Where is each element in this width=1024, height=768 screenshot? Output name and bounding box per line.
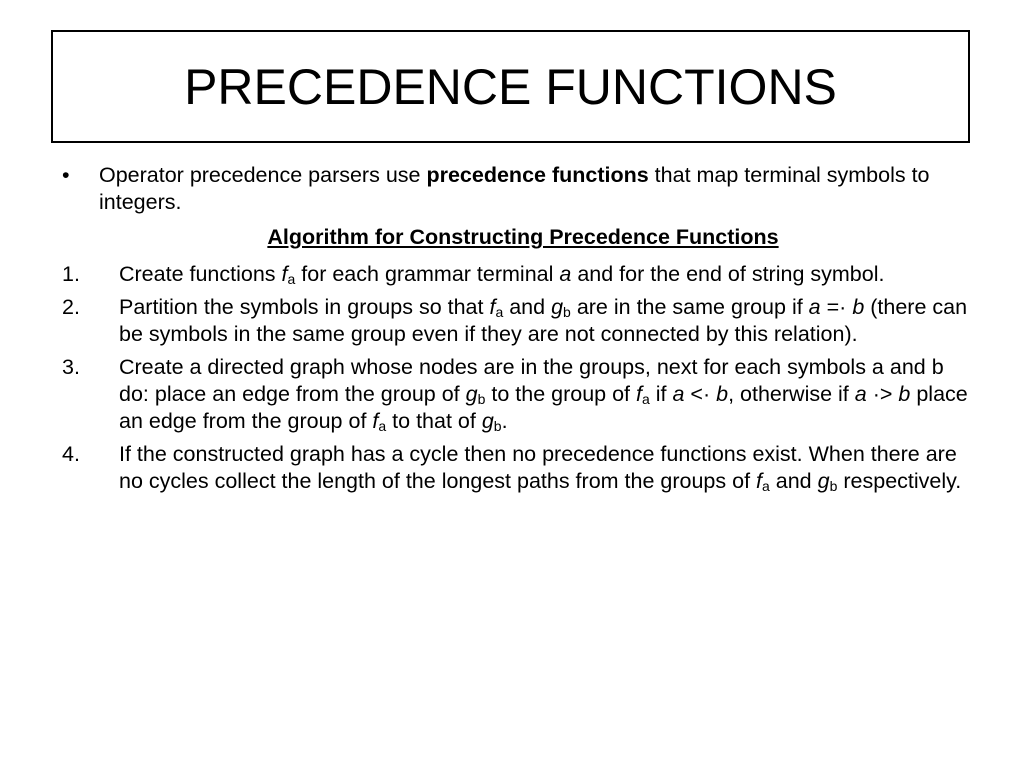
intro-text-before: Operator precedence parsers use xyxy=(99,163,427,187)
step-3 xyxy=(62,354,972,435)
slide-title: PRECEDENCE FUNCTIONS xyxy=(184,58,837,115)
intro-bullet xyxy=(62,162,972,216)
step-number: 4. xyxy=(62,442,80,466)
algorithm-heading: Algorithm for Constructing Precedence Functions xyxy=(267,225,779,249)
step-text: Create a directed graph whose nodes are in the groups, next for each symbols a and b do: place an edge from the group of $g_b$ to the group of $f_a$ if a <· b, otherwise if a ·> b place an edge from the group of $f_a$ to that of $g_b$. xyxy=(119,355,968,434)
title-box xyxy=(51,30,970,143)
intro-bold-term: precedence functions xyxy=(426,163,649,187)
step-1 xyxy=(62,261,972,288)
step-text: If the constructed graph has a cycle then no precedence functions exist. When there are no cycles collect the length of the longest paths from the groups of $f_a$ and $g_b$ respectively. xyxy=(119,442,962,494)
bullet-icon: • xyxy=(62,163,70,187)
step-number: 2. xyxy=(62,295,80,319)
algorithm-steps xyxy=(62,261,972,495)
step-2 xyxy=(62,294,972,348)
step-text: Partition the symbols in groups so that $f_a$ and $g_b$ are in the same group if a =· b (there can be symbols in the same group even if they are not connected by this relation). xyxy=(119,295,968,346)
step-number: 3. xyxy=(62,355,80,379)
slide-content xyxy=(62,162,972,501)
step-text: Create functions $f_a$ for each grammar terminal a and for the end of string symbol. xyxy=(119,262,885,287)
intro-text xyxy=(99,162,972,216)
step-4 xyxy=(62,441,972,495)
step-number: 1. xyxy=(62,262,80,286)
intro-text-after: that map terminal symbols to integers. xyxy=(99,163,930,214)
